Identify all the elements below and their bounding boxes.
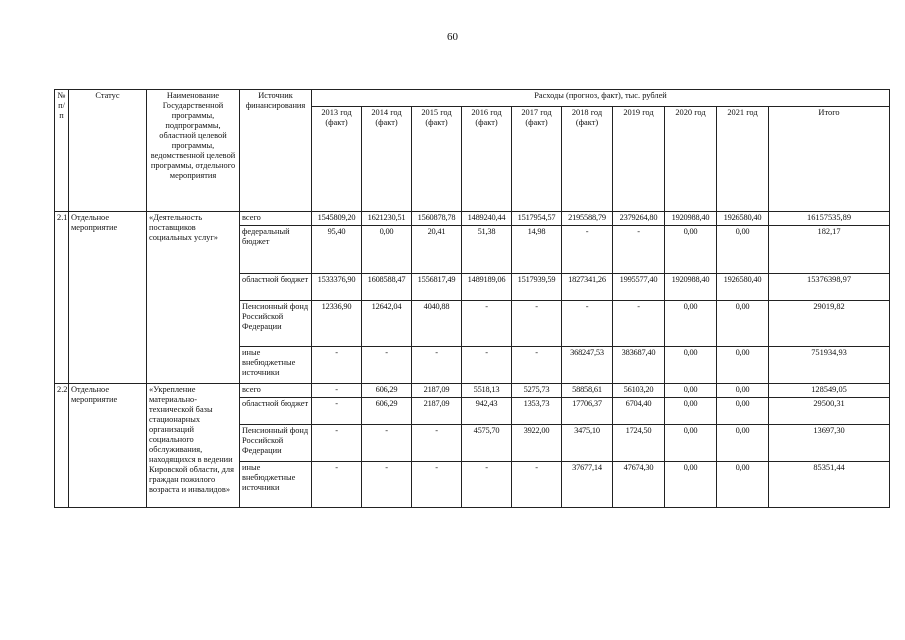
value-cell: 606,29 xyxy=(362,384,412,398)
total-cell: 182,17 xyxy=(769,226,890,274)
value-cell: 17706,37 xyxy=(562,398,613,425)
header-source: Источник финансирования xyxy=(240,90,312,212)
value-cell: 1533376,90 xyxy=(312,274,362,301)
value-cell: 37677,14 xyxy=(562,462,613,508)
value-cell: - xyxy=(613,301,665,347)
value-cell: - xyxy=(362,425,412,462)
expenses-table xyxy=(54,89,890,508)
value-cell: 0,00 xyxy=(717,301,769,347)
value-cell: 0,00 xyxy=(665,226,717,274)
source-cell: Пенсионный фонд Российской Федерации xyxy=(240,301,312,347)
total-cell: 29500,31 xyxy=(769,398,890,425)
header-year-2013: 2013 год (факт) xyxy=(312,107,362,212)
value-cell: 1621230,51 xyxy=(362,212,412,226)
value-cell: 0,00 xyxy=(717,226,769,274)
value-cell: - xyxy=(412,425,462,462)
source-cell: Пенсионный фонд Российской Федерации xyxy=(240,425,312,462)
value-cell: 4575,70 xyxy=(462,425,512,462)
value-cell: 1489189,06 xyxy=(462,274,512,301)
value-cell: 368247,53 xyxy=(562,347,613,384)
total-cell: 13697,30 xyxy=(769,425,890,462)
source-cell: всего xyxy=(240,212,312,226)
header-year-2017: 2017 год (факт) xyxy=(512,107,562,212)
value-cell: 3922,00 xyxy=(512,425,562,462)
value-cell: - xyxy=(312,347,362,384)
value-cell: 0,00 xyxy=(717,384,769,398)
value-cell: 47674,30 xyxy=(613,462,665,508)
value-cell: 6704,40 xyxy=(613,398,665,425)
source-cell: федеральный бюджет xyxy=(240,226,312,274)
header-year-2021: 2021 год xyxy=(717,107,769,212)
value-cell: 1353,73 xyxy=(512,398,562,425)
value-cell: 14,98 xyxy=(512,226,562,274)
total-cell: 751934,93 xyxy=(769,347,890,384)
value-cell: - xyxy=(362,462,412,508)
value-cell: 0,00 xyxy=(717,398,769,425)
header-year-2018: 2018 год (факт) xyxy=(562,107,613,212)
value-cell: - xyxy=(312,425,362,462)
value-cell: 51,38 xyxy=(462,226,512,274)
value-cell: - xyxy=(312,462,362,508)
source-cell: иные внебюджетные источники xyxy=(240,462,312,508)
value-cell: 942,43 xyxy=(462,398,512,425)
group-status: Отдельное мероприятие xyxy=(69,212,147,384)
value-cell: - xyxy=(412,462,462,508)
value-cell: - xyxy=(512,462,562,508)
value-cell: - xyxy=(312,384,362,398)
source-cell: всего xyxy=(240,384,312,398)
total-cell: 128549,05 xyxy=(769,384,890,398)
value-cell: 0,00 xyxy=(362,226,412,274)
value-cell: 1608588,47 xyxy=(362,274,412,301)
value-cell: 12336,90 xyxy=(312,301,362,347)
value-cell: - xyxy=(462,347,512,384)
header-year-2016: 2016 год (факт) xyxy=(462,107,512,212)
value-cell: 1724,50 xyxy=(613,425,665,462)
value-cell: - xyxy=(562,226,613,274)
header-name: Наименование Государственной программы, подпрограммы, областной целевой программы, ведомственной целевой программы, отдельного мероприятия xyxy=(147,90,240,212)
value-cell: 1926580,40 xyxy=(717,274,769,301)
value-cell: 606,29 xyxy=(362,398,412,425)
value-cell: 1489240,44 xyxy=(462,212,512,226)
table-row xyxy=(55,384,890,398)
value-cell: 0,00 xyxy=(665,301,717,347)
value-cell: - xyxy=(512,347,562,384)
value-cell: 0,00 xyxy=(665,347,717,384)
value-cell: 5518,13 xyxy=(462,384,512,398)
value-cell: 95,40 xyxy=(312,226,362,274)
source-cell: областной бюджет xyxy=(240,274,312,301)
source-cell: областной бюджет xyxy=(240,398,312,425)
value-cell: 1560878,78 xyxy=(412,212,462,226)
value-cell: 0,00 xyxy=(717,425,769,462)
value-cell: 58858,61 xyxy=(562,384,613,398)
group-name: «Укрепление материально-технической базы стационарных организаций социального обслуживания, находящихся в ведении Кировской области, для граждан пожилого возраста и инвалидов» xyxy=(147,384,240,508)
value-cell: - xyxy=(312,398,362,425)
value-cell: - xyxy=(562,301,613,347)
header-num: № п/п xyxy=(55,90,69,212)
value-cell: 0,00 xyxy=(665,398,717,425)
value-cell: 1920988,40 xyxy=(665,212,717,226)
value-cell: 1920988,40 xyxy=(665,274,717,301)
group-status: Отдельное мероприятие xyxy=(69,384,147,508)
value-cell: 20,41 xyxy=(412,226,462,274)
value-cell: 0,00 xyxy=(717,347,769,384)
value-cell: 2187,09 xyxy=(412,398,462,425)
value-cell: 1545809,20 xyxy=(312,212,362,226)
value-cell: 1517954,57 xyxy=(512,212,562,226)
value-cell: 2195588,79 xyxy=(562,212,613,226)
group-num: 2.1 xyxy=(55,212,69,384)
value-cell: 383687,40 xyxy=(613,347,665,384)
value-cell: 1995577,40 xyxy=(613,274,665,301)
value-cell: 0,00 xyxy=(665,384,717,398)
value-cell: 2379264,80 xyxy=(613,212,665,226)
value-cell: 56103,20 xyxy=(613,384,665,398)
total-cell: 85351,44 xyxy=(769,462,890,508)
value-cell: 0,00 xyxy=(665,462,717,508)
total-cell: 16157535,89 xyxy=(769,212,890,226)
value-cell: 1827341,26 xyxy=(562,274,613,301)
table-row xyxy=(55,212,890,226)
header-expenses: Расходы (прогноз, факт), тыс. рублей xyxy=(312,90,890,107)
value-cell: 1556817,49 xyxy=(412,274,462,301)
value-cell: - xyxy=(613,226,665,274)
group-name: «Деятельность поставщиков социальных услуг» xyxy=(147,212,240,384)
header-year-2014: 2014 год (факт) xyxy=(362,107,412,212)
header-year-2020: 2020 год xyxy=(665,107,717,212)
value-cell: 5275,73 xyxy=(512,384,562,398)
total-cell: 15376398,97 xyxy=(769,274,890,301)
page-number: 60 xyxy=(447,31,458,43)
value-cell: 1517939,59 xyxy=(512,274,562,301)
header-total: Итого xyxy=(769,107,890,212)
header-year-2019: 2019 год xyxy=(613,107,665,212)
value-cell: 0,00 xyxy=(717,462,769,508)
source-cell: иные внебюджетные источники xyxy=(240,347,312,384)
value-cell: - xyxy=(512,301,562,347)
value-cell: - xyxy=(462,462,512,508)
header-status: Статус xyxy=(69,90,147,212)
value-cell: 0,00 xyxy=(665,425,717,462)
value-cell: 1926580,40 xyxy=(717,212,769,226)
group-num: 2.2 xyxy=(55,384,69,508)
total-cell: 29019,82 xyxy=(769,301,890,347)
value-cell: - xyxy=(412,347,462,384)
value-cell: 12642,04 xyxy=(362,301,412,347)
value-cell: - xyxy=(362,347,412,384)
value-cell: - xyxy=(462,301,512,347)
value-cell: 4040,88 xyxy=(412,301,462,347)
value-cell: 3475,10 xyxy=(562,425,613,462)
header-year-2015: 2015 год (факт) xyxy=(412,107,462,212)
value-cell: 2187,09 xyxy=(412,384,462,398)
